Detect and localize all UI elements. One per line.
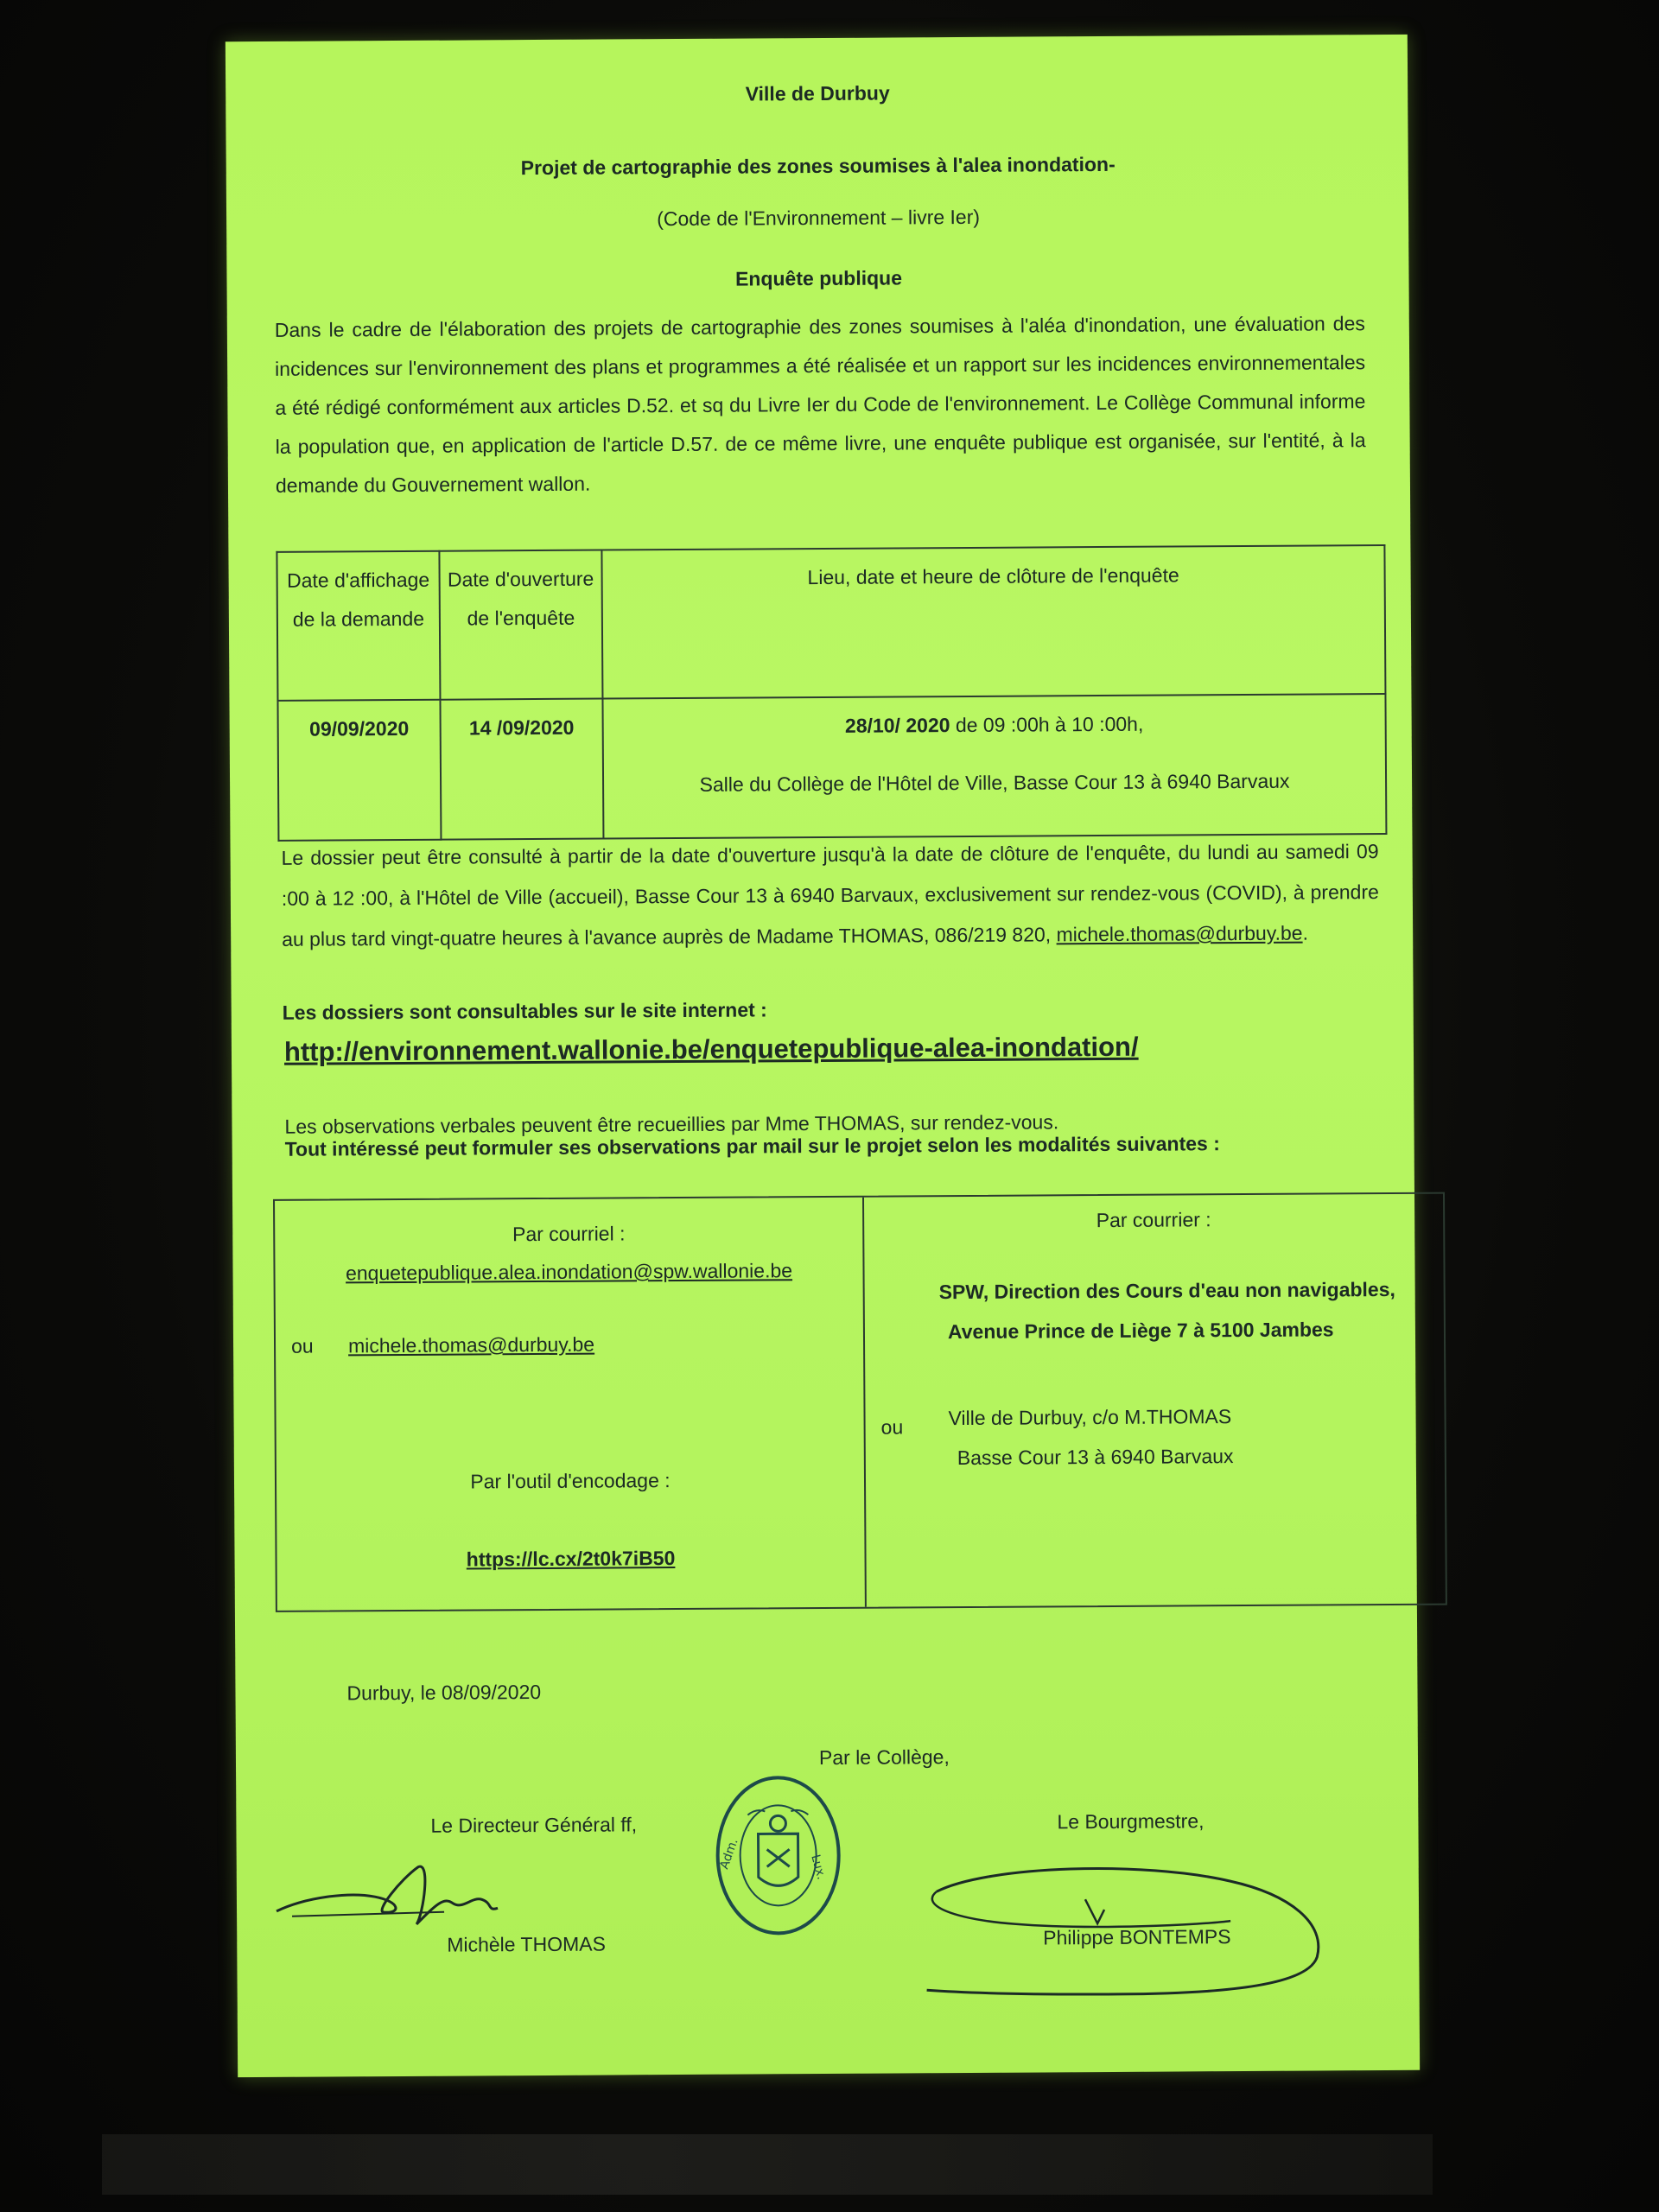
head-ouverture: Date d'ouverture de l'enquête (439, 550, 602, 700)
cloture-date: 28/10/ 2020 (844, 714, 950, 737)
outil-title: Par l'outil d'encodage : (470, 1469, 671, 1493)
directeur-title: Le Directeur Général ff, (430, 1813, 638, 1837)
observations-verbal: Les observations verbales peuvent être recueillies par Mme THOMAS, sur rendez-vous. (284, 1110, 1059, 1138)
courriel-email-durbuy[interactable]: michele.thomas@durbuy.be (347, 1332, 595, 1357)
cloture-cell (602, 694, 1386, 839)
municipal-seal-icon (713, 1773, 843, 1938)
project-title: Projet de cartographie des zones soumises à l'alea inondation- (520, 152, 1116, 180)
svg-text:Adm.: Adm. (717, 1836, 741, 1872)
dossier-email-link[interactable]: michele.thomas@durbuy.be (1056, 921, 1303, 946)
courrier-column (864, 1194, 1446, 1607)
svg-text:Lux.: Lux. (808, 1853, 829, 1882)
org-title: Ville de Durbuy (745, 81, 890, 105)
cloture-heure: de 09 :00h à 10 :00h, (950, 712, 1144, 737)
courrier-address-1: SPW, Direction des Cours d'eau non navigables, (938, 1277, 1395, 1304)
ou-left: ou (290, 1334, 314, 1357)
courrier-address-4: Basse Cour 13 à 6940 Barvaux (957, 1445, 1234, 1470)
courriel-title: Par courriel : (512, 1222, 626, 1246)
notice-poster (226, 35, 1420, 2077)
enquete-dates-table (276, 544, 1387, 842)
enquete-title: Enquête publique (734, 266, 903, 290)
directeur-name: Michèle THOMAS (447, 1932, 606, 1956)
ou-right: ou (880, 1415, 904, 1439)
site-label: Les dossiers sont consultables sur le site internet : (282, 998, 767, 1024)
courriel-email-spw[interactable]: enquetepublique.alea.inondation@spw.wallonie.be (345, 1259, 793, 1285)
courriel-column (275, 1198, 867, 1611)
ouverture-date: 14 /09/2020 (440, 699, 603, 840)
observations-mail: Tout intéressé peut formuler ses observations par mail sur le projet selon les modalités suivantes : (284, 1132, 1220, 1160)
intro-paragraph: Dans le cadre de l'élaboration des projets de cartographie des zones soumises à l'aléa d'inondation, une évaluation des incidences sur l'environnement des plans et programmes a été réalisée et un rapport sur les incidences environnementales a été rédigé conformément aux articles D.52. et sq du Livre Ier du Code de l'environnement. Le Collège Communal informe la population que, en application de l'article D.57. de ce même livre, une enquête publique est organisée, sur l'entité, à la demande du Gouvernement wallon. (274, 312, 1366, 497)
site-url-link[interactable]: http://environnement.wallonie.be/enquetepublique-alea-inondation/ (283, 1031, 1139, 1067)
place-date: Durbuy, le 08/09/2020 (346, 1681, 542, 1705)
directeur-signature-icon (271, 1861, 514, 1941)
dossier-paragraph (281, 831, 1379, 960)
courrier-title: Par courrier : (1096, 1208, 1211, 1232)
affichage-date: 09/09/2020 (277, 700, 441, 841)
bourgmestre-name: Philippe BONTEMPS (1043, 1925, 1231, 1949)
background-clutter (102, 2134, 1433, 2195)
table-body-row (277, 694, 1386, 841)
cloture-line (611, 703, 1378, 747)
bourgmestre-signature-icon (919, 1854, 1335, 2004)
modalites-box (273, 1192, 1447, 1612)
par-le-college: Par le Collège, (818, 1745, 950, 1770)
courrier-address-3: Ville de Durbuy, c/o M.THOMAS (948, 1405, 1232, 1430)
cloture-lieu: Salle du Collège de l'Hôtel de Ville, Basse Cour 13 à 6940 Barvaux (699, 769, 1290, 796)
head-lieu: Lieu, date et heure de clôture de l'enquête (601, 545, 1385, 699)
dossier-end: . (1302, 921, 1309, 944)
table-header-row (276, 545, 1385, 701)
code-reference: (Code de l'Environnement – livre Ier) (657, 205, 981, 231)
outil-url-link[interactable]: https://lc.cx/2t0k7iB50 (466, 1547, 676, 1571)
courrier-address-2: Avenue Prince de Liège 7 à 5100 Jambes (947, 1318, 1334, 1344)
bourgmestre-title: Le Bourgmestre, (1057, 1809, 1205, 1834)
dossier-text: Le dossier peut être consulté à partir de la date d'ouverture jusqu'à la date de clôture de l'enquête, du lundi au samedi 09 :00 à 12 :00, à l'Hôtel de Ville (accueil), Basse Cour 13 à 6940 Barvaux, exclusivement sur rendez-vous (COVID), à prendre au plus tard vingt-quatre heures à l'avance auprès de Madame THOMAS, 086/219 820, (281, 840, 1379, 950)
head-affichage: Date d'affichage de la demande (276, 551, 440, 701)
